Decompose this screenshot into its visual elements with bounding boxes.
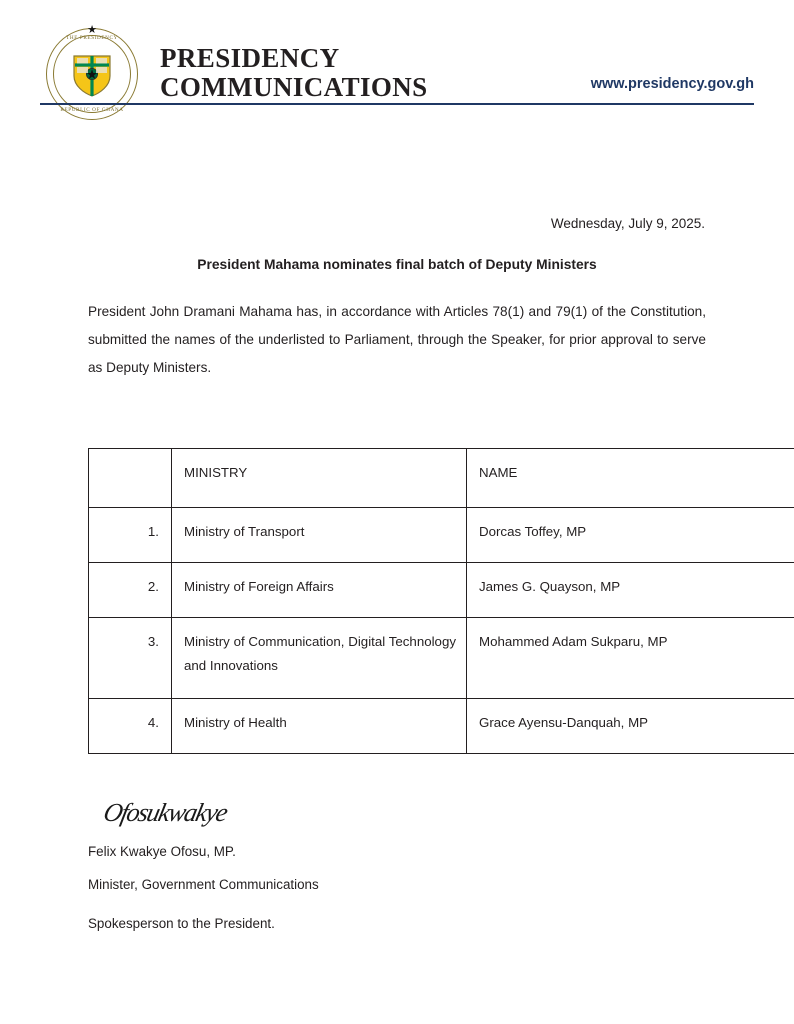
crest-star-icon: ★ [87,24,97,36]
document-body [0,216,794,754]
signatory-spokesperson: Spokesperson to the President. [88,915,275,931]
document-date: Wednesday, July 9, 2025. [550,216,705,231]
document-paragraph: President John Dramani Mahama has, in accordance with Articles 78(1) and 79(1) of the Constitution, submitted the names of the underlisted to Parliament, through the Speaker, for prior approval to serve as Deputy Ministers. [88,304,706,375]
document-headline: President Mahama nominates final batch of Deputy Ministers [197,257,597,272]
handwritten-signature [101,797,274,834]
row-name: Mohammed Adam Sukparu, MP [467,617,794,698]
header-divider [40,103,754,105]
signatory-name: Felix Kwakye Ofosu, MP. [88,843,236,859]
signatory-role: Minister, Government Communications [88,876,319,892]
header-cell-number [89,448,172,507]
row-name: James G. Quayson, MP [467,562,794,617]
row-number: 4. [89,698,172,753]
row-ministry: Ministry of Transport [172,507,467,562]
masthead-line-1: PRESIDENCY [160,43,340,73]
row-number: 1. [89,507,172,562]
website-url[interactable]: www.presidency.gov.gh [590,76,754,92]
row-number: 3. [89,617,172,698]
header-cell-ministry: MINISTRY [172,448,467,507]
row-ministry: Ministry of Health [172,698,467,753]
signature-block [0,797,794,931]
row-name: Grace Ayensu-Danquah, MP [467,698,794,753]
table-row [89,562,794,617]
table-row [89,698,794,753]
row-name: Dorcas Toffey, MP [467,507,794,562]
header-cell-name: NAME [467,448,794,507]
masthead-line-2: COMMUNICATIONS [160,71,428,102]
nominations-table [88,448,794,754]
row-ministry: Ministry of Communication, Digital Technology and Innovations [172,617,467,698]
table-row [89,617,794,698]
letterhead [0,0,794,120]
row-ministry: Ministry of Foreign Affairs [172,562,467,617]
crest-top-text: THE PRESIDENCY [66,35,118,41]
ghana-coat-of-arms-icon [46,24,138,120]
table-header-row [89,448,794,507]
signature-mark: Ofosukwakye [101,797,230,827]
crest-bottom-text: REPUBLIC OF GHANA [60,107,124,113]
table-row [89,507,794,562]
crest-shield [70,50,114,98]
row-number: 2. [89,562,172,617]
